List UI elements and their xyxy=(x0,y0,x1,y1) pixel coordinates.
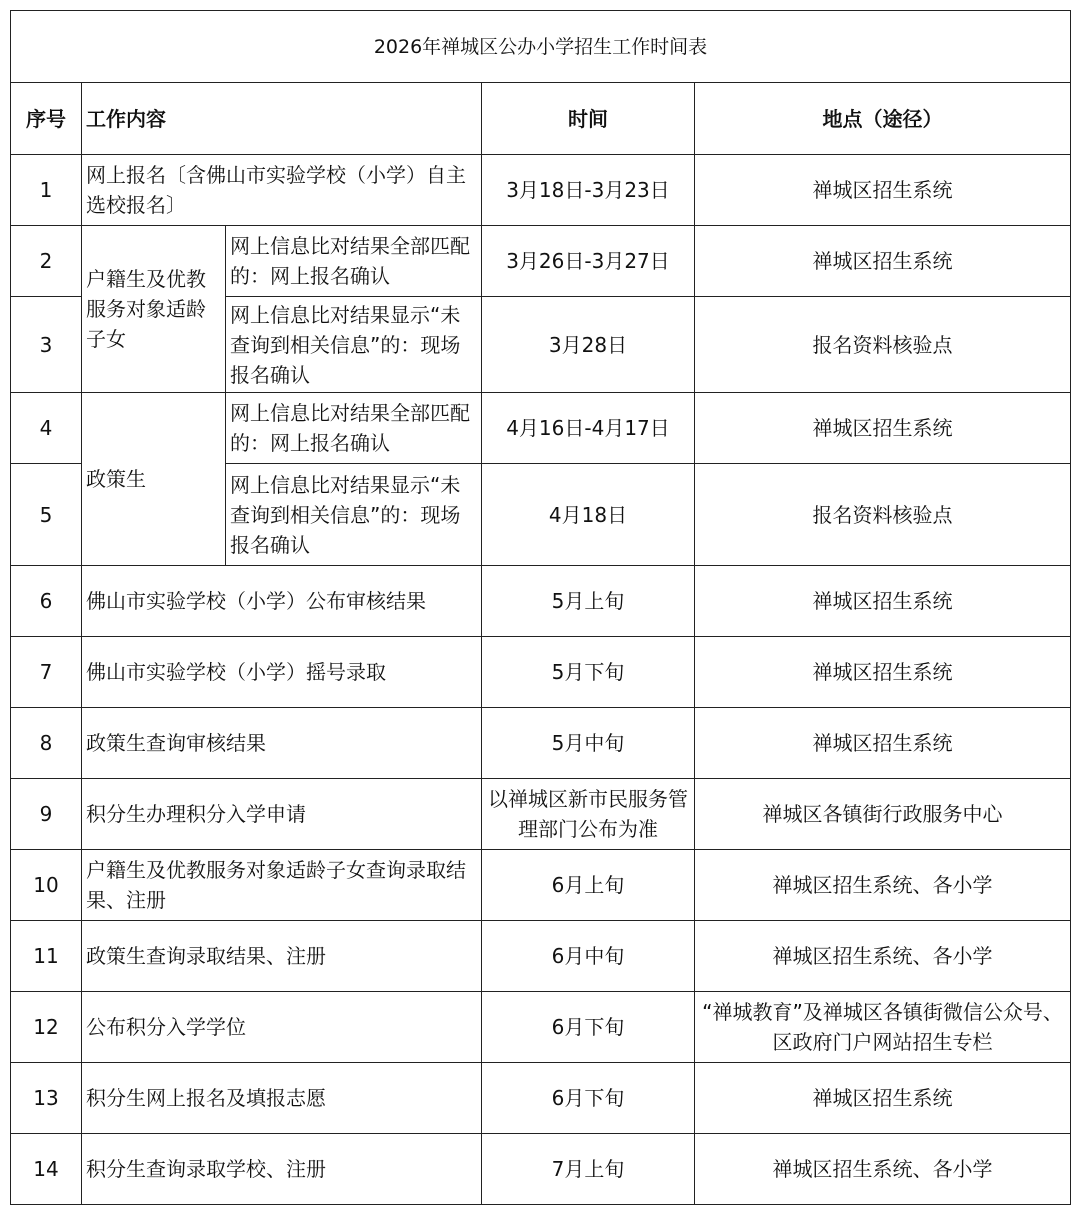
row-content: 积分生网上报名及填报志愿 xyxy=(82,1063,482,1134)
row-place: 禅城区招生系统、各小学 xyxy=(695,1134,1071,1205)
table-row xyxy=(11,155,1071,226)
row-time: 4月16日-4月17日 xyxy=(482,393,695,464)
row-content: 公布积分入学学位 xyxy=(82,992,482,1063)
row-time: 6月中旬 xyxy=(482,921,695,992)
row-time: 4月18日 xyxy=(482,464,695,566)
schedule-document xyxy=(10,10,1071,1205)
row-no: 2 xyxy=(11,226,82,297)
row-time: 3月26日-3月27日 xyxy=(482,226,695,297)
header-no: 序号 xyxy=(11,83,82,155)
row-time: 以禅城区新市民服务管理部门公布为准 xyxy=(482,779,695,850)
header-content: 工作内容 xyxy=(82,83,482,155)
row-time: 5月上旬 xyxy=(482,566,695,637)
row-time: 6月上旬 xyxy=(482,850,695,921)
table-row xyxy=(11,1134,1071,1205)
schedule-table xyxy=(10,10,1071,1205)
table-title: 2026年禅城区公办小学招生工作时间表 xyxy=(11,11,1071,83)
table-row xyxy=(11,1063,1071,1134)
row-content: 网上报名〔含佛山市实验学校（小学）自主选校报名〕 xyxy=(82,155,482,226)
table-row xyxy=(11,921,1071,992)
row-content: 户籍生及优教服务对象适龄子女查询录取结果、注册 xyxy=(82,850,482,921)
row-time: 3月18日-3月23日 xyxy=(482,155,695,226)
row-no: 3 xyxy=(11,297,82,393)
row-no: 6 xyxy=(11,566,82,637)
row-no: 11 xyxy=(11,921,82,992)
row-place: “禅城教育”及禅城区各镇街微信公众号、区政府门户网站招生专栏 xyxy=(695,992,1071,1063)
row-no: 7 xyxy=(11,637,82,708)
row-content: 积分生办理积分入学申请 xyxy=(82,779,482,850)
row-no: 10 xyxy=(11,850,82,921)
table-row xyxy=(11,779,1071,850)
row-time: 7月上旬 xyxy=(482,1134,695,1205)
row-place: 禅城区招生系统 xyxy=(695,1063,1071,1134)
table-row xyxy=(11,566,1071,637)
row-time: 6月下旬 xyxy=(482,1063,695,1134)
row-time: 3月28日 xyxy=(482,297,695,393)
row-no: 8 xyxy=(11,708,82,779)
row-content: 政策生查询录取结果、注册 xyxy=(82,921,482,992)
row-content: 积分生查询录取学校、注册 xyxy=(82,1134,482,1205)
row-place: 禅城区招生系统 xyxy=(695,393,1071,464)
row-content: 政策生查询审核结果 xyxy=(82,708,482,779)
row-time: 5月中旬 xyxy=(482,708,695,779)
row-place: 禅城区招生系统 xyxy=(695,566,1071,637)
row-place: 禅城区招生系统、各小学 xyxy=(695,850,1071,921)
row-place: 报名资料核验点 xyxy=(695,464,1071,566)
row-no: 14 xyxy=(11,1134,82,1205)
table-row xyxy=(11,708,1071,779)
row-place: 禅城区招生系统 xyxy=(695,637,1071,708)
row-no: 12 xyxy=(11,992,82,1063)
row-place: 禅城区招生系统、各小学 xyxy=(695,921,1071,992)
table-row xyxy=(11,637,1071,708)
row-content: 佛山市实验学校（小学）公布审核结果 xyxy=(82,566,482,637)
row-content: 佛山市实验学校（小学）摇号录取 xyxy=(82,637,482,708)
row-place: 禅城区各镇街行政服务中心 xyxy=(695,779,1071,850)
row-no: 9 xyxy=(11,779,82,850)
header-time: 时间 xyxy=(482,83,695,155)
row-place: 禅城区招生系统 xyxy=(695,708,1071,779)
header-place: 地点（途径） xyxy=(695,83,1071,155)
table-row xyxy=(11,393,1071,464)
row-subcontent: 网上信息比对结果全部匹配的：网上报名确认 xyxy=(226,226,482,297)
row-place: 报名资料核验点 xyxy=(695,297,1071,393)
row-no: 4 xyxy=(11,393,82,464)
group-zhengce: 政策生 xyxy=(82,393,226,566)
table-row xyxy=(11,992,1071,1063)
row-place: 禅城区招生系统 xyxy=(695,155,1071,226)
row-place: 禅城区招生系统 xyxy=(695,226,1071,297)
row-no: 5 xyxy=(11,464,82,566)
row-time: 5月下旬 xyxy=(482,637,695,708)
table-row xyxy=(11,226,1071,297)
group-huji: 户籍生及优教服务对象适龄子女 xyxy=(82,226,226,393)
row-time: 6月下旬 xyxy=(482,992,695,1063)
row-subcontent: 网上信息比对结果全部匹配的：网上报名确认 xyxy=(226,393,482,464)
row-subcontent: 网上信息比对结果显示“未查询到相关信息”的：现场报名确认 xyxy=(226,464,482,566)
table-row xyxy=(11,850,1071,921)
row-subcontent: 网上信息比对结果显示“未查询到相关信息”的：现场报名确认 xyxy=(226,297,482,393)
row-no: 13 xyxy=(11,1063,82,1134)
row-no: 1 xyxy=(11,155,82,226)
